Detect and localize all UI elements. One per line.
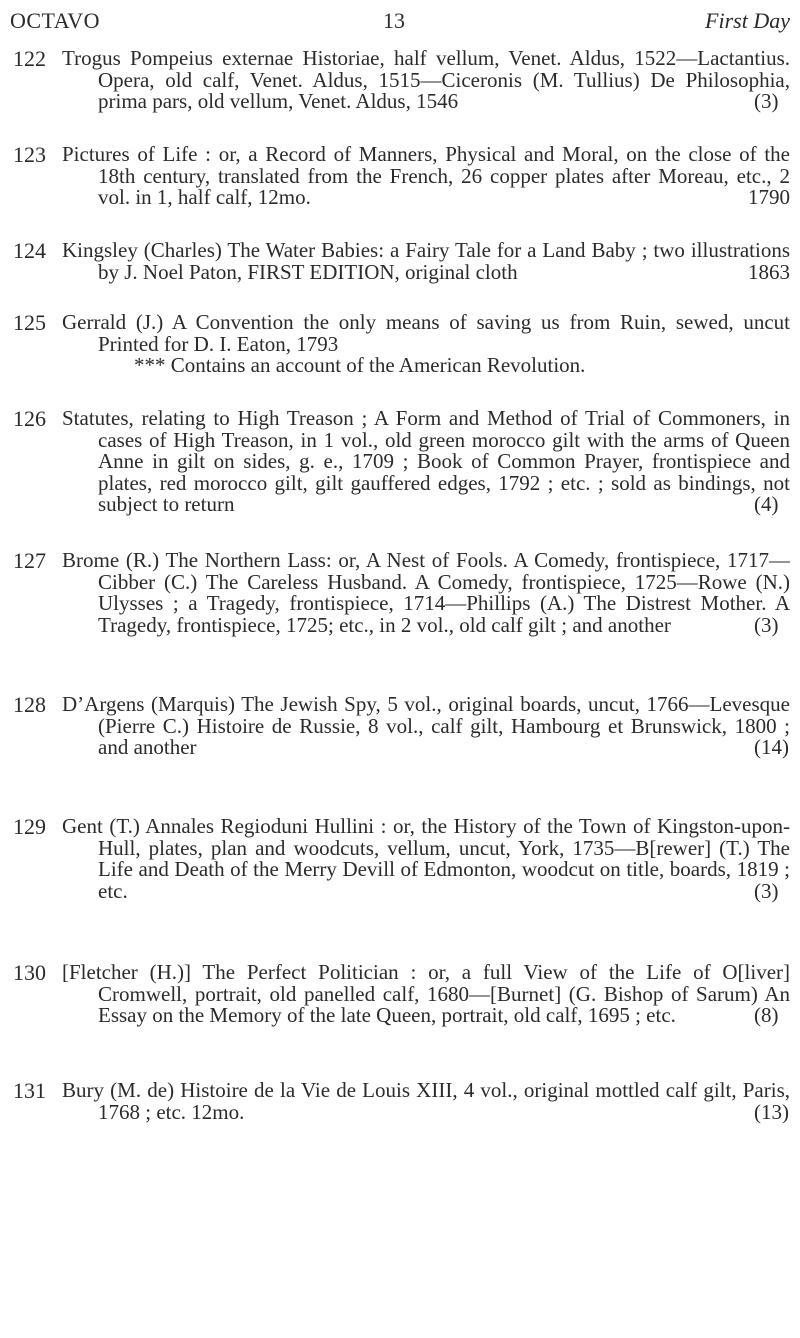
lot-description: Gent (T.) Annales Regioduni Hullini : or, the History of the Town of Kingston-upon-Hull, plates, plan and woodcuts, vellum, uncut, York, 1735—B[rewer] (T.) The Life and Death of the Merry Devill of Edmonton, woodcut on title, boards, 1819 ; etc. (3) [62, 814, 790, 903]
lot-description: Trogus Pompeius externae Historiae, half vellum, Venet. Aldus, 1522—Lactantius. Opera, old calf, Venet. Aldus, 1515—Ciceronis (M. Tullius) De Philosophia, prima pars, old vellum, Venet. Aldus, 1546 (3) [62, 46, 790, 113]
lot-number: 122 [13, 46, 46, 71]
lot-description: Bury (M. de) Histoire de la Vie de Louis XIII, 4 vol., original mottled calf gilt, Paris, 1768 ; etc. 12mo. (13) [62, 1078, 790, 1124]
lot-description: D’Argens (Marquis) The Jewish Spy, 5 vol., original boards, uncut, 1766—Levesque (Pierre C.) Histoire de Russie, 8 vol., calf gilt, Hambourg et Brunswick, 1800 ; and another (14) [62, 692, 790, 759]
lot-text: [Fletcher (H.)] The Perfect Politician : or, a full View of the Life of O[liver] Cromwell, portrait, old panelled calf, 1680—[Burnet] (G. Bishop of Sarum) An Essay on the Memory of the late Queen, portrait, old calf, 1695 ; etc. [62, 960, 790, 1027]
lot-number: 131 [13, 1078, 46, 1103]
lot-number: 128 [13, 692, 46, 717]
lot-text: Pictures of Life : or, a Record of Manners, Physical and Moral, on the close of the 18th century, translated from the French, 26 copper plates after Moreau, etc., 2 vol. in 1, half calf, 12mo. [62, 142, 790, 209]
lot-text: Statutes, relating to High Treason ; A Form and Method of Trial of Commoners, in cases of High Treason, in 1 vol., old green morocco gilt with the arms of Queen Anne in gilt on sides, g. e., 1709 ; Book of Common Prayer, frontispiece and plates, red morocco gilt, gilt gauffered edges, 1792 ; etc. ; sold as bindings, not subject to return [62, 406, 790, 516]
lot-note: *** Contains an account of the American Revolution. [134, 353, 586, 377]
lot-quantity: 1863 [748, 259, 790, 284]
lot-description [62, 312, 790, 377]
header-day: First Day [705, 8, 790, 33]
lot-number: 126 [13, 406, 46, 431]
page-number: 13 [383, 8, 405, 33]
lot-text: D’Argens (Marquis) The Jewish Spy, 5 vol., original boards, uncut, 1766—Levesque (Pierre C.) Histoire de Russie, 8 vol., calf gilt, Hambourg et Brunswick, 1800 ; and another [62, 692, 790, 759]
lot-description: [Fletcher (H.)] The Perfect Politician : or, a full View of the Life of O[liver] Cromwell, portrait, old panelled calf, 1680—[Burnet] (G. Bishop of Sarum) An Essay on the Memory of the late Queen, portrait, old calf, 1695 ; etc. (8) [62, 960, 790, 1027]
lot-description [62, 240, 790, 283]
lot-text: Trogus Pompeius externae Historiae, half vellum, Venet. Aldus, 1522—Lactantius. Opera, old calf, Venet. Aldus, 1515—Ciceronis (M. Tullius) De Philosophia, prima pars, old vellum, Venet. Aldus, 1546 [62, 46, 790, 113]
lot-number: 124 [13, 238, 46, 263]
header-format: OCTAVO [10, 8, 101, 33]
lot-text: Kingsley (Charles) The Water Babies: a Fairy Tale for a Land Baby ; two illustrations by J. Noel Paton, FIRST EDITION, original cloth [62, 238, 790, 284]
lot-number: 123 [13, 142, 46, 167]
lot-text: Brome (R.) The Northern Lass: or, A Nest of Fools. A Comedy, frontispiece, 1717—Cibber (C.) The Careless Husband. A Comedy, frontispiece, 1725—Rowe (N.) Ulysses ; a Tragedy, frontispiece, 1714—Phillips (A.) The Distrest Mother. A Tragedy, frontispiece, 1725; etc., in 2 vol., old calf gilt ; and another [62, 548, 790, 637]
lot-text: Gent (T.) Annales Regioduni Hullini : or, the History of the Town of Kingston-upon-Hull, plates, plan and woodcuts, vellum, uncut, York, 1735—B[rewer] (T.) The Life and Death of the Merry Devill of Edmonton, woodcut on title, boards, 1819 ; etc. [62, 814, 790, 903]
lot-text: Bury (M. de) Histoire de la Vie de Louis XIII, 4 vol., original mottled calf gilt, Paris, 1768 ; etc. 12mo. [62, 1078, 790, 1124]
lot-number: 127 [13, 548, 46, 573]
lot-description: Statutes, relating to High Treason ; A Form and Method of Trial of Commoners, in cases of High Treason, in 1 vol., old green morocco gilt with the arms of Queen Anne in gilt on sides, g. e., 1709 ; Book of Common Prayer, frontispiece and plates, red morocco gilt, gilt gauffered edges, 1792 ; etc. ; sold as bindings, not subject to return (4) [62, 406, 790, 516]
lot-description [62, 144, 790, 209]
page-header [10, 8, 790, 40]
lot-number: 125 [13, 310, 46, 335]
lot-number: 129 [13, 814, 46, 839]
lot-text: Gerrald (J.) A Convention the only means of saving us from Ruin, sewed, uncut Printed for D. I. Eaton, 1793 [62, 310, 790, 356]
lot-description: Brome (R.) The Northern Lass: or, A Nest of Fools. A Comedy, frontispiece, 1717—Cibber (C.) The Careless Husband. A Comedy, frontispiece, 1725—Rowe (N.) Ulysses ; a Tragedy, frontispiece, 1714—Phillips (A.) The Distrest Mother. A Tragedy, frontispiece, 1725; etc., in 2 vol., old calf gilt ; and another (3) [62, 548, 790, 637]
lot-number: 130 [13, 960, 46, 985]
lot-quantity: 1790 [748, 185, 790, 209]
